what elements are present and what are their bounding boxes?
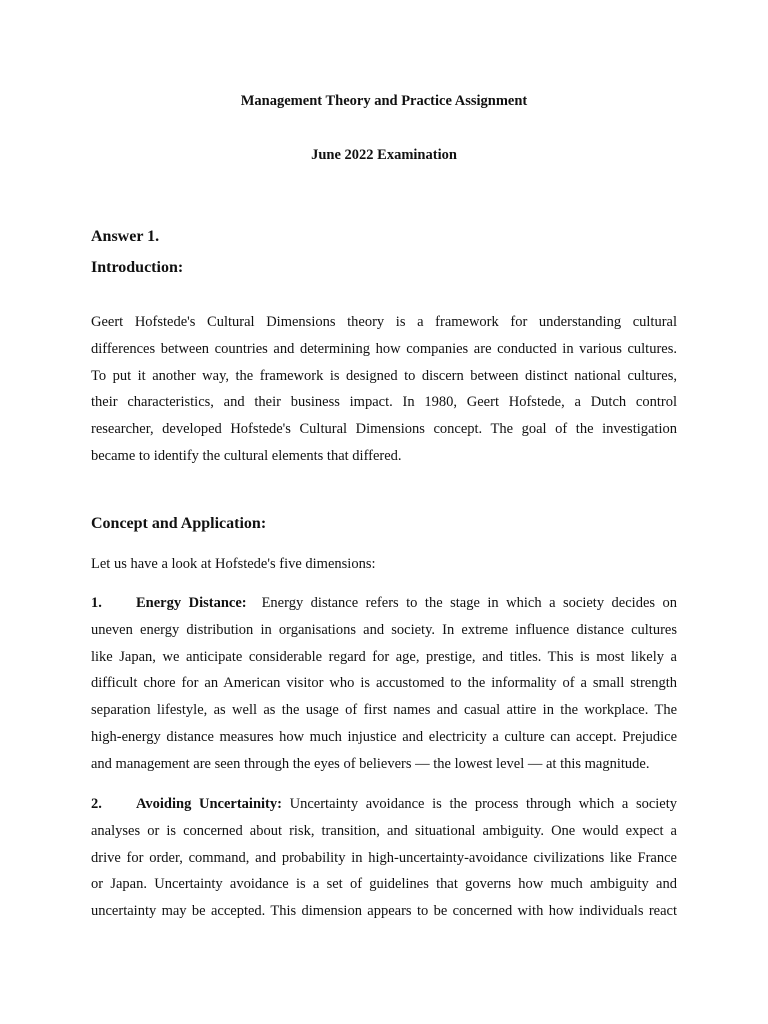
concept-heading: Concept and Application:	[91, 515, 267, 532]
paragraph-line: difficult chore for an American visitor who is accustomed to the informality of a small strength	[91, 675, 677, 692]
paragraph-line: their characteristics, and their business impact. In 1980, Geert Hofstede, a Dutch control	[91, 394, 677, 411]
paragraph-line: To put it another way, the framework is designed to discern between distinct national cultures,	[91, 367, 677, 384]
document-title: Management Theory and Practice Assignment	[240, 93, 528, 109]
energy-distance-item	[91, 590, 677, 778]
item-number: 1.	[91, 595, 102, 611]
paragraph-line: and management are seen through the eyes of believers — the lowest level — at this magnitude.	[91, 755, 650, 772]
paragraph-line: became to identify the cultural elements that differed.	[91, 447, 402, 464]
item-text: Energy distance refers to the stage in which a society decides on	[261, 595, 678, 611]
paragraph-line: Let us have a look at Hofstede's five dimensions:	[91, 556, 376, 572]
item-number: 2.	[91, 796, 102, 812]
paragraph-line: like Japan, we anticipate considerable regard for age, prestige, and titles. This is most likely a	[91, 648, 677, 665]
paragraph-line: Geert Hofstede's Cultural Dimensions theory is a framework for understanding cultural	[91, 314, 677, 330]
paragraph-line: researcher, developed Hofstede's Cultural Dimensions concept. The goal of the investigation	[91, 421, 677, 438]
item-term: Avoiding Uncertainity:	[136, 796, 282, 812]
paragraph-line: analyses or is concerned about risk, transition, and situational ambiguity. One would expect a	[91, 822, 677, 839]
avoiding-uncertainty-item	[91, 791, 677, 925]
paragraph-line: or Japan. Uncertainty avoidance is a set of guidelines that governs how much ambiguity and	[91, 876, 677, 893]
item-first-line	[91, 590, 677, 617]
paragraph-line: differences between countries and determining how companies are conducted in various cultures.	[91, 340, 677, 357]
paragraph-line: drive for order, command, and probability in high-uncertainty-avoidance civilizations like France	[91, 849, 677, 866]
paragraph-line: uncertainty may be accepted. This dimension appears to be concerned with how individuals react	[91, 903, 677, 920]
lead-paragraph	[91, 551, 677, 578]
introduction-paragraph	[91, 309, 677, 470]
paragraph-line: high-energy distance measures how much injustice and electricity a culture can accept. Prejudice	[91, 728, 677, 745]
item-text: Uncertainty avoidance is the process through which a society	[289, 796, 678, 812]
answer-heading: Answer 1.	[91, 228, 160, 245]
item-first-line	[91, 791, 677, 818]
introduction-heading: Introduction:	[91, 259, 184, 276]
paragraph-line: separation lifestyle, as well as the usage of first names and casual attire in the workplace. The	[91, 702, 677, 719]
paragraph-line: uneven energy distribution in organisations and society. In extreme influence distance cultures	[91, 621, 677, 638]
document-subtitle: June 2022 Examination	[311, 147, 457, 163]
item-term: Energy Distance:	[136, 595, 247, 611]
